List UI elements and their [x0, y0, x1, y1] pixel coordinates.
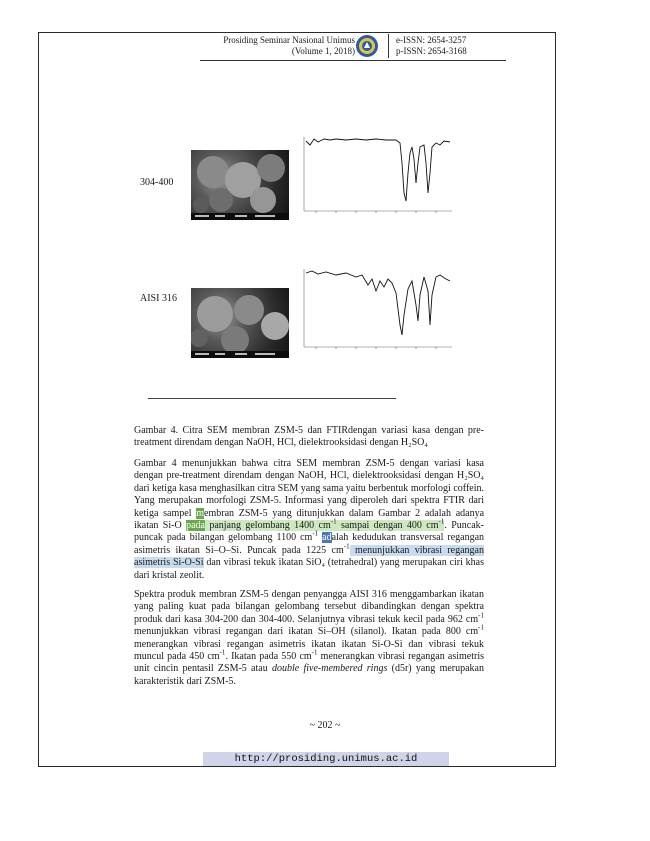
volume-label: (Volume 1, 2018) — [291, 46, 355, 56]
unimus-seal-logo — [355, 34, 379, 58]
header-divider — [388, 34, 389, 58]
pissn-label: p-ISSN: 2654-3168 — [396, 46, 467, 56]
footer-url-link[interactable]: http://prosiding.unimus.ac.id — [203, 752, 449, 766]
highlight-mark: pada — [186, 520, 205, 532]
eissn-label: e-ISSN: 2654-3257 — [396, 35, 467, 45]
highlight-mark: ad — [322, 532, 332, 544]
header-rule — [200, 60, 506, 61]
highlight-mark: m — [196, 507, 205, 519]
ftir-spectrum-plot — [296, 265, 456, 355]
sem-micrograph-image — [191, 288, 289, 358]
ftir-spectrum-plot — [296, 133, 456, 218]
paragraph-2: Spektra produk membran ZSM-5 dengan penyangga AISI 316 menggambarkan ikatan yang paling kuat pada bilangan gelombang tersebut dibandingkan dengan spektra produk dari kasa 304-200 dan 304-400. Selanjutnya vibrasi tekuk kecil pada 962 $cm^{-1}$ menunjukkan vibrasi regangan dari ikatan Si–OH (silanol). Ikatan pada 800 $cm^{-1}$ menerangkan vibrasi regangan asimetris ikatan ikatan Si-O-Si dan vibrasi tekuk muncul pada 450 $cm^{-1}$. Ikatan pada 550 $cm^{-1}$ menerangkan vibrasi regangan asimetris unit cincin pentasil ZSM-5 atau double five-membered rings (d5r) yang merupakan karakteristik dari ZSM-5. — [134, 589, 484, 687]
page-number: ~ 202 ~ — [309, 720, 341, 731]
figure-bottom-rule — [148, 398, 396, 399]
figure-row-label-1: 304-400 — [140, 177, 174, 188]
highlight-span: menunjukkan vibrasi regangan asimetris Si-O-Si — [134, 544, 484, 569]
highlight-span: panjang gelombang 1400 $cm^{-1}$ sampai dengan 400 $cm^{-1}$ — [204, 517, 445, 532]
header-right — [396, 35, 506, 57]
header-left — [175, 35, 355, 57]
figure-row-label-2: AISI 316 — [140, 293, 177, 304]
paragraph-1: Gambar 4 menunjukkan bahwa citra SEM membran ZSM-5 dengan variasi kasa dengan pre-treatment direndam dengan NaOH, HCl, dielektrooksidasi dengan H₂SO₄ dari ketiga kasa menghasilkan citra SEM yang sama yaitu berbentuk morfologi coffein. Yang merupakan morfologi ZSM-5. Informasi yang diperoleh dari spektra FTIR dari ketiga sampel membran ZSM-5 yang ditunjukkan dalam Gambar 2 adalah adanya ikatan Si-O pada panjang gelombang 1400 $cm^{-1}$ sampai dengan 400 $cm^{-1}$. Puncak-puncak pada bilangan gelombang 1100 $cm^{-1}$ adalah kedudukan transversal regangan asimetris ikatan Si–O–Si. Puncak pada 1225 $cm^{-1}$ menunjukkan vibrasi regangan asimetris Si-O-Si dan vibrasi tekuk ikatan SiO₄ (tetrahedral) yang merupakan ciri khas dari kristal zeolit. — [134, 458, 485, 581]
sem-micrograph-image — [191, 150, 289, 220]
proceedings-title: Prosiding Seminar Nasional Unimus — [223, 35, 355, 45]
figure-caption: Gambar 4. Citra SEM membran ZSM-5 dan FTIRdengan variasi kasa dengan pre-treatment direndam dengan NaOH, HCl, dielektrooksidasi dengan H₂SO₄ — [134, 425, 484, 449]
